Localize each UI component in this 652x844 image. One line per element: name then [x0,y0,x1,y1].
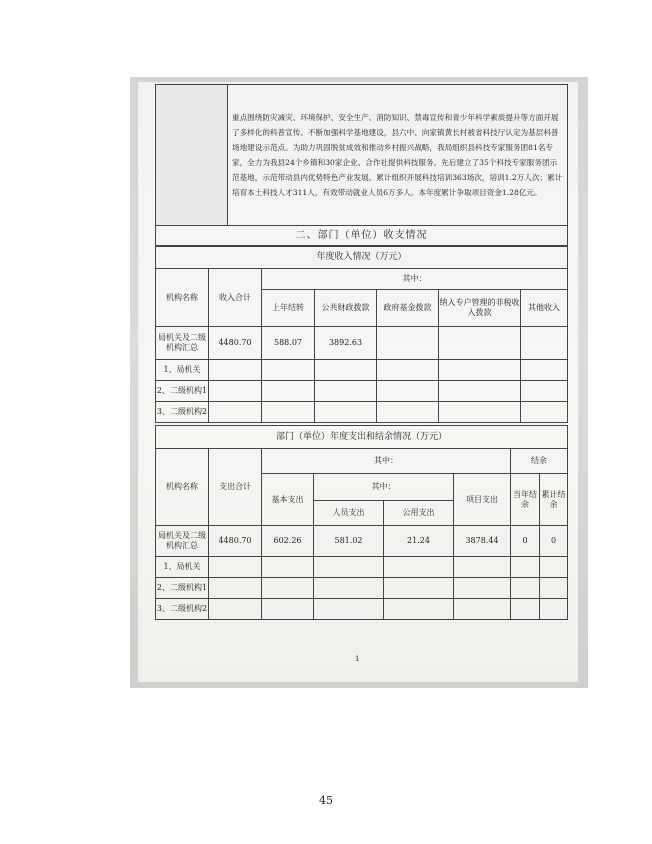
expense-cell: 0 [511,526,540,557]
expense-header-total: 支出合计 [209,449,262,526]
expense-header-of-which-2: 其中： [314,474,454,501]
expense-cell [314,557,384,578]
expense-cell [454,578,511,599]
expense-row-name: 2、二级机构1 [156,578,209,599]
section-title: 二、部门（单位）收支情况 [156,226,568,247]
expense-cell [454,599,511,620]
expense-cell [540,557,568,578]
income-row-name: 3、二级机构2 [156,402,209,423]
expense-table [155,425,568,620]
expense-header-public: 公用支出 [384,501,454,526]
income-cell [315,381,377,402]
income-cell [315,360,377,381]
income-cell [521,402,568,423]
expense-header-cumulative-balance: 累计结余 [540,474,568,526]
narrative-left-cell [156,85,228,226]
income-header-col: 上年结转 [262,290,315,327]
income-header-col: 其他收入 [521,290,568,327]
expense-cell: 602.26 [262,526,314,557]
expense-cell [384,599,454,620]
expense-cell [314,578,384,599]
narrative-paragraph: 重点围绕防灾减灾、环境保护、安全生产、消防知识、禁毒宣传和青少年科学素质提升等方面开展了多样化的科普宣传。不断加强科学基地建设，县六中、向家镇黄长村被省科技厅认定为基层科普场地建设示范点。为助力巩固脱贫成效和推动乡村振兴战略，我局组织县科技专家服务团81名专家，全力为我县24个乡镇和30家企业、合作社提供科技服务。先后建立了35个科技专家服务团示范基地，示范带动县内优势特色产业发展。累计组织开展科技培训363场次，培训1.2万人次；累计培育本土科技人才311人，有效带动就业人员6万多人。本年度累计争取项目资金1.28亿元。 [228,85,568,226]
income-cell [262,360,315,381]
income-cell [377,327,439,360]
expense-cell [511,578,540,599]
expense-header-of-which: 其中： [262,449,511,474]
expense-cell [262,557,314,578]
expense-cell [384,578,454,599]
income-cell [209,360,262,381]
income-cell [377,360,439,381]
income-cell [439,327,521,360]
expense-cell [511,557,540,578]
income-row-name: 局机关及二级机构汇总 [156,327,209,360]
expense-cell [540,599,568,620]
expense-cell: 581.02 [314,526,384,557]
expense-cell: 21.24 [384,526,454,557]
income-cell [377,402,439,423]
income-cell: 588.07 [262,327,315,360]
income-header-col: 纳入专户管理的非税收入拨款 [439,290,521,327]
income-header-name: 机构名称 [156,269,209,327]
income-cell [209,402,262,423]
income-header-of-which: 其中： [262,269,568,290]
narrative-table [155,84,568,247]
expense-cell [209,599,262,620]
expense-cell [262,599,314,620]
expense-row-name: 3、二级机构2 [156,599,209,620]
expense-cell: 3878.44 [454,526,511,557]
expense-cell [209,557,262,578]
expense-cell [262,578,314,599]
expense-caption: 部门（单位）年度支出和结余情况（万元） [156,426,568,449]
income-header-col: 公共财政拨款 [315,290,377,327]
expense-header-name: 机构名称 [156,449,209,526]
inner-page-number: 1 [355,655,360,663]
expense-header-project: 项目支出 [454,474,511,526]
expense-row-name: 局机关及二级机构汇总 [156,526,209,557]
expense-header-personnel: 人员支出 [314,501,384,526]
income-cell [521,327,568,360]
income-cell [377,381,439,402]
expense-cell: 4480.70 [209,526,262,557]
income-cell [315,402,377,423]
income-cell [209,381,262,402]
income-cell: 3892.63 [315,327,377,360]
income-row-name: 1、局机关 [156,360,209,381]
income-cell [439,360,521,381]
expense-cell [540,578,568,599]
income-cell: 4480.70 [209,327,262,360]
expense-cell [454,557,511,578]
expense-header-balance: 结余 [511,449,568,474]
income-header-total: 收入合计 [209,269,262,327]
expense-header-year-balance: 当年结余 [511,474,540,526]
page-number: 45 [319,794,333,807]
income-cell [439,402,521,423]
income-table [155,245,568,423]
income-caption: 年度收入情况（万元） [156,246,568,269]
income-header-col: 政府基金拨款 [377,290,439,327]
income-cell [439,381,521,402]
expense-header-basic: 基本支出 [262,474,314,526]
expense-cell [209,578,262,599]
expense-cell [314,599,384,620]
income-cell [262,402,315,423]
expense-cell [511,599,540,620]
income-row-name: 2、二级机构1 [156,381,209,402]
income-cell [521,360,568,381]
income-cell [521,381,568,402]
expense-row-name: 1、局机关 [156,557,209,578]
expense-cell [384,557,454,578]
income-cell [262,381,315,402]
expense-cell: 0 [540,526,568,557]
